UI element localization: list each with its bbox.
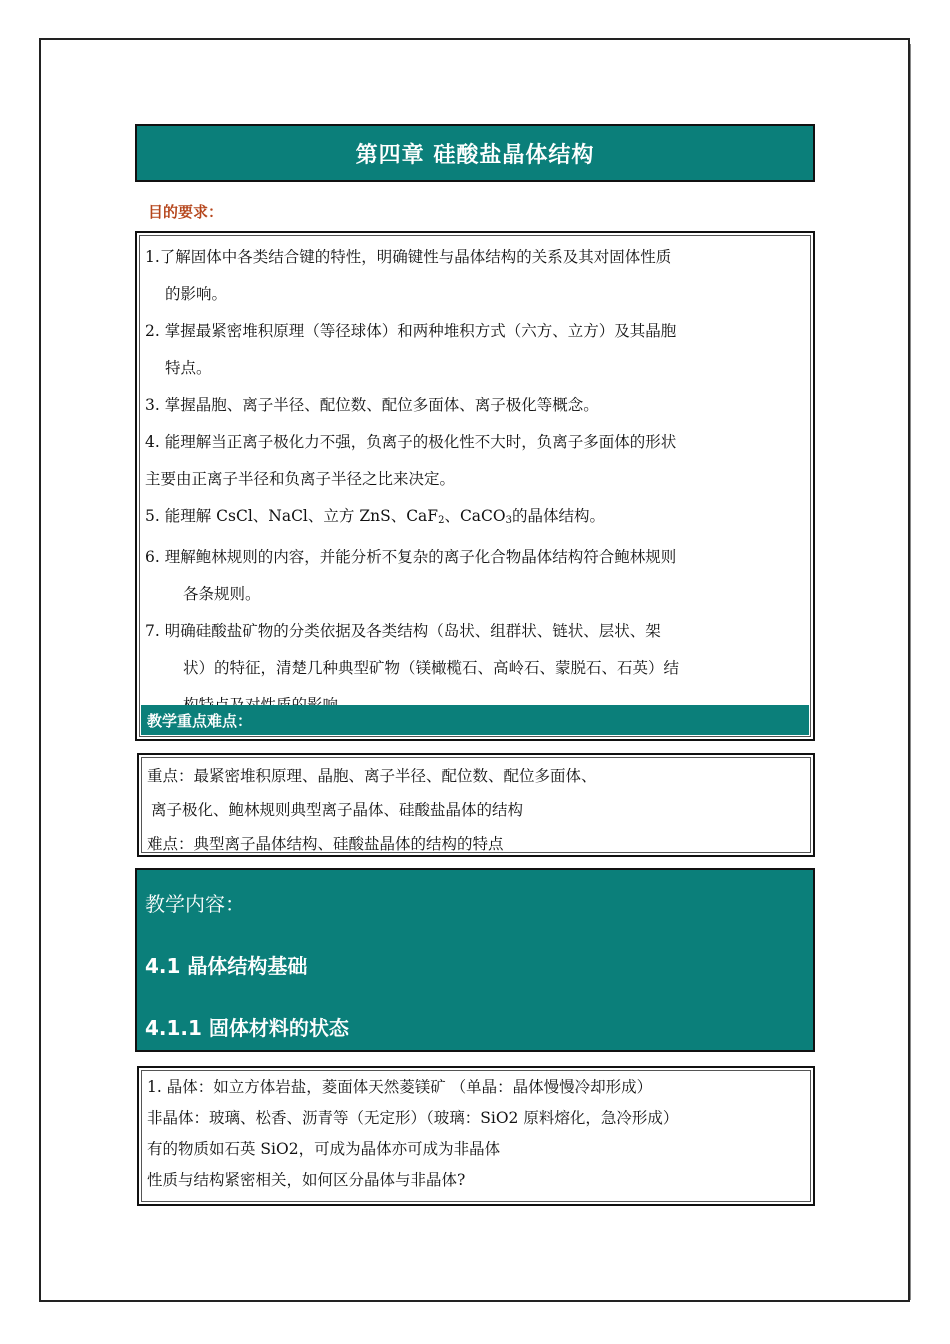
chapter-title-text: 第四章 硅酸盐晶体结构 [355, 142, 595, 168]
objective-line: 各条规则。 [183, 585, 261, 603]
section-heading: 4.1 晶体结构基础 [145, 954, 308, 978]
objective-line: 状）的特征，清楚几种典型矿物（镁橄榄石、高岭石、蒙脱石、石英）结 [183, 659, 680, 677]
key-points-label: 教学重点难点： [147, 711, 253, 730]
objective-line: 主要由正离子半径和负离子半径之比来决定。 [145, 470, 456, 488]
content-header [135, 868, 815, 1052]
crystal-line: 非晶体：玻璃、松香、沥青等（无定形）（玻璃：SiO2 原料熔化，急冷形成） [147, 1109, 679, 1127]
key-point-line: 难点：典型离子晶体结构、硅酸盐晶体的结构的特点 [147, 835, 504, 853]
objective-line: 3. 掌握晶胞、离子半径、配位数、配位多面体、离子极化等概念。 [145, 396, 599, 414]
content-label: 教学内容： [145, 892, 245, 916]
crystal-line: 有的物质如石英 SiO2，可成为晶体亦可成为非晶体 [147, 1140, 501, 1158]
subscript: 3 [505, 515, 512, 526]
crystal-line: 1. 晶体：如立方体岩盐，菱面体天然菱镁矿 （单晶：晶体慢慢冷却形成） [147, 1078, 653, 1096]
objective-line: 2. 掌握最紧密堆积原理（等径球体）和两种堆积方式（六方、立方）及其晶胞 [145, 322, 677, 340]
crystal-state-box [137, 1066, 815, 1206]
crystal-line: 性质与结构紧密相关，如何区分晶体与非晶体? [147, 1171, 466, 1189]
objective-line: 特点。 [165, 359, 212, 377]
objective-line [145, 498, 805, 539]
objective-line: 4. 能理解当正离子极化力不强，负离子的极化性不大时，负离子多面体的形状 [145, 433, 677, 451]
crystal-state-list [147, 1072, 678, 1196]
key-point-line: 重点：最紧密堆积原理、晶胞、离子半径、配位数、配位多面体、 [147, 767, 597, 785]
objectives-label: 目的要求： [148, 203, 224, 221]
objective-text: 5. 能理解 CsCl、NaCl、立方 ZnS、CaF [145, 507, 439, 525]
key-points-header [141, 705, 809, 735]
objectives-box [135, 231, 815, 741]
objective-line: 6. 理解鲍林规则的内容，并能分析不复杂的离子化合物晶体结构符合鲍林规则 [145, 548, 677, 566]
key-point-line: 离子极化、鲍林规则典型离子晶体、硅酸盐晶体的结构 [151, 801, 524, 819]
subscript: 2 [438, 515, 445, 526]
objective-text: 的晶体结构。 [511, 507, 605, 525]
objective-line: 1.了解固体中各类结合键的特性，明确键性与晶体结构的关系及其对固体性质 [145, 248, 672, 266]
subsection-heading: 4.1.1 固体材料的状态 [145, 1016, 349, 1040]
chapter-title [135, 124, 815, 182]
objective-text: 、CaCO [444, 507, 506, 525]
objective-line: 的影响。 [165, 285, 228, 303]
objective-line: 7. 明确硅酸盐矿物的分类依据及各类结构（岛状、组群状、链状、层状、架 [145, 622, 661, 640]
objectives-list [145, 239, 805, 724]
key-points-box [137, 753, 815, 857]
key-points-list [147, 759, 597, 861]
